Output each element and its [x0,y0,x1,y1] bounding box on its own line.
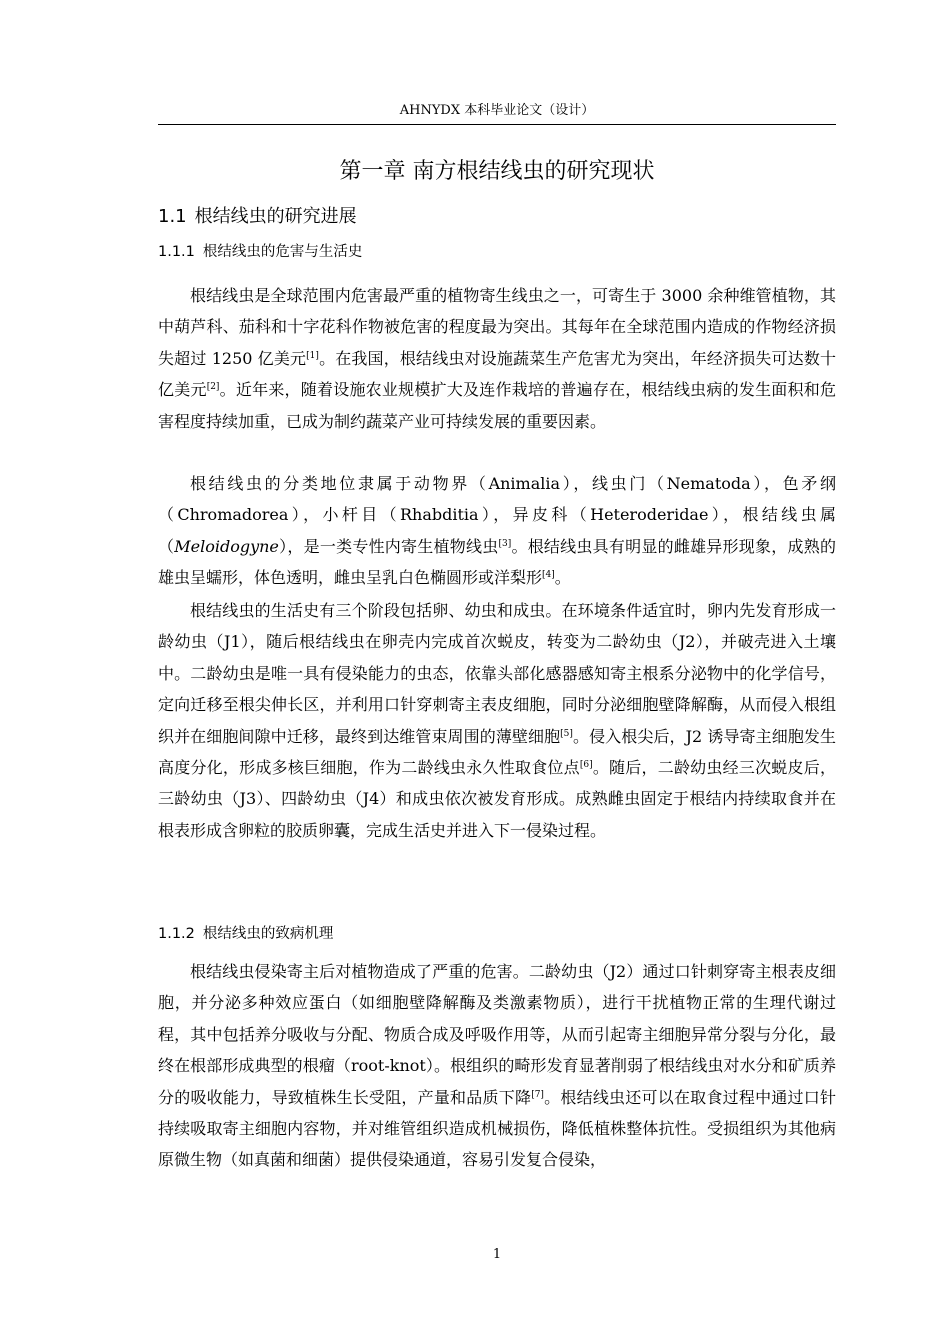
citation-ref: [6] [579,760,593,771]
chapter-title: 第一章 南方根结线虫的研究现状 [339,159,655,184]
header-rule [158,124,836,125]
paragraph-text: 。 [554,568,571,588]
subsection-heading-1 [158,242,362,262]
paragraph-text: 。根结线虫还可以在取食过程中通过口针持续吸取寄主细胞内容物，并对维管组织造成机械损伤，降低植株整体抗性。受损组织为其他病原微生物（如真菌和细菌）提供侵染通道，容易引发复合侵染， [158,1087,836,1170]
paragraph-text: 。根结线虫具有明显的雌雄异形现象，成熟的雄虫呈蠕形，体色透明，雌虫呈乳白色椭圆形或洋梨形 [158,536,836,588]
paragraph-3 [158,595,836,846]
running-header: AHNYDX 本科毕业论文（设计） [399,103,595,118]
paragraph-text: 。在我国，根结线虫对设施蔬菜生产危害尤为突出，年经济损失可达数十亿美元 [158,348,836,400]
paragraph-1 [158,280,836,437]
paragraph-text: 。随后，二龄幼虫经三次蜕皮后，三龄幼虫（J3）、四龄幼虫（J4）和成虫依次被发育形成。成熟雌虫固定于根结内持续取食并在根表形成含卵粒的胶质卵囊，完成生活史并进入下一侵染过程。 [158,758,836,840]
subsection-heading-2 [158,924,333,944]
section-number: 1.1 [158,206,187,227]
page-number: 1 [492,1247,502,1262]
paragraph-4 [158,956,836,1176]
subsection-number: 1.1.2 [158,926,195,942]
subsection-title: 根结线虫的危害与生活史 [202,244,363,260]
paragraph-2 [158,468,836,594]
genus-name: Meloidogyne [174,536,279,556]
section-title: 根结线虫的研究进展 [194,206,357,227]
paragraph-text: ），是一类专性内寄生植物线虫 [278,536,499,556]
subsection-title: 根结线虫的致病机理 [202,926,334,942]
paragraph-text: 根结线虫侵染寄主后对植物造成了严重的危害。二龄幼虫（J2）通过口针刺穿寄主根表皮细胞，并分泌多种效应蛋白（如细胞壁降解酶及类激素物质），进行干扰植物正常的生理代谢过程，其中包括养分吸收与分配、物质合成及呼吸作用等，从而引起寄主细胞异常分裂与分化，最终在根部形成典型的根瘤（root-knot）。根组织的畸形发育显著削弱了根结线虫对水分和矿质养分的吸收能力，导致植株生长受阻，产量和品质下降 [158,962,836,1107]
citation-ref: [1] [306,350,319,361]
citation-ref: [5] [560,728,573,739]
citation-ref: [4] [542,570,555,581]
paragraph-text: 。近年来，随着设施农业规模扩大及连作栽培的普遍存在，根结线虫病的发生面积和危害程度持续加重，已成为制约蔬菜产业可持续发展的重要因素。 [158,380,836,431]
paragraph-text: 根结线虫的生活史有三个阶段包括卵、幼虫和成虫。在环境条件适宜时，卵内先发育形成一龄幼虫（J1），随后根结线虫在卵壳内完成首次蜕皮，转变为二龄幼虫（J2），并破壳进入土壤中。二龄幼虫是唯一具有侵染能力的虫态，依靠头部化感器感知寄主根系分泌物中的化学信号，定向迁移至根尖伸长区，并利用口针穿刺寄主表皮细胞，同时分泌细胞壁降解酶，从而侵入根组织并在细胞间隙中迁移，最终到达维管束周围的薄壁细胞 [158,601,836,746]
citation-ref: [7] [531,1089,544,1100]
paragraph-text: 根结线虫是全球范围内危害最严重的植物寄生线虫之一，可寄生于 3000 余种维管植物，其中葫芦科、茄科和十字花科作物被危害的程度最为突出。其每年在全球范围内造成的作物经济损失超过 1250 亿美元 [158,286,836,368]
citation-ref: [2] [206,382,220,393]
citation-ref: [3] [498,538,512,549]
subsection-number: 1.1.1 [158,244,195,260]
section-heading [158,205,357,229]
paragraph-text: 根结线虫的分类地位隶属于动物界（Animalia），线虫门（Nematoda），色矛纲（Chromadorea），小杆目（Rhabditia），异皮科（Heteroderidae），根结线虫属（ [158,474,836,556]
paragraph-text: 。侵入根尖后，J2 诱导寄主细胞发生高度分化，形成多核巨细胞，作为二龄线虫永久性取食位点 [158,726,836,778]
